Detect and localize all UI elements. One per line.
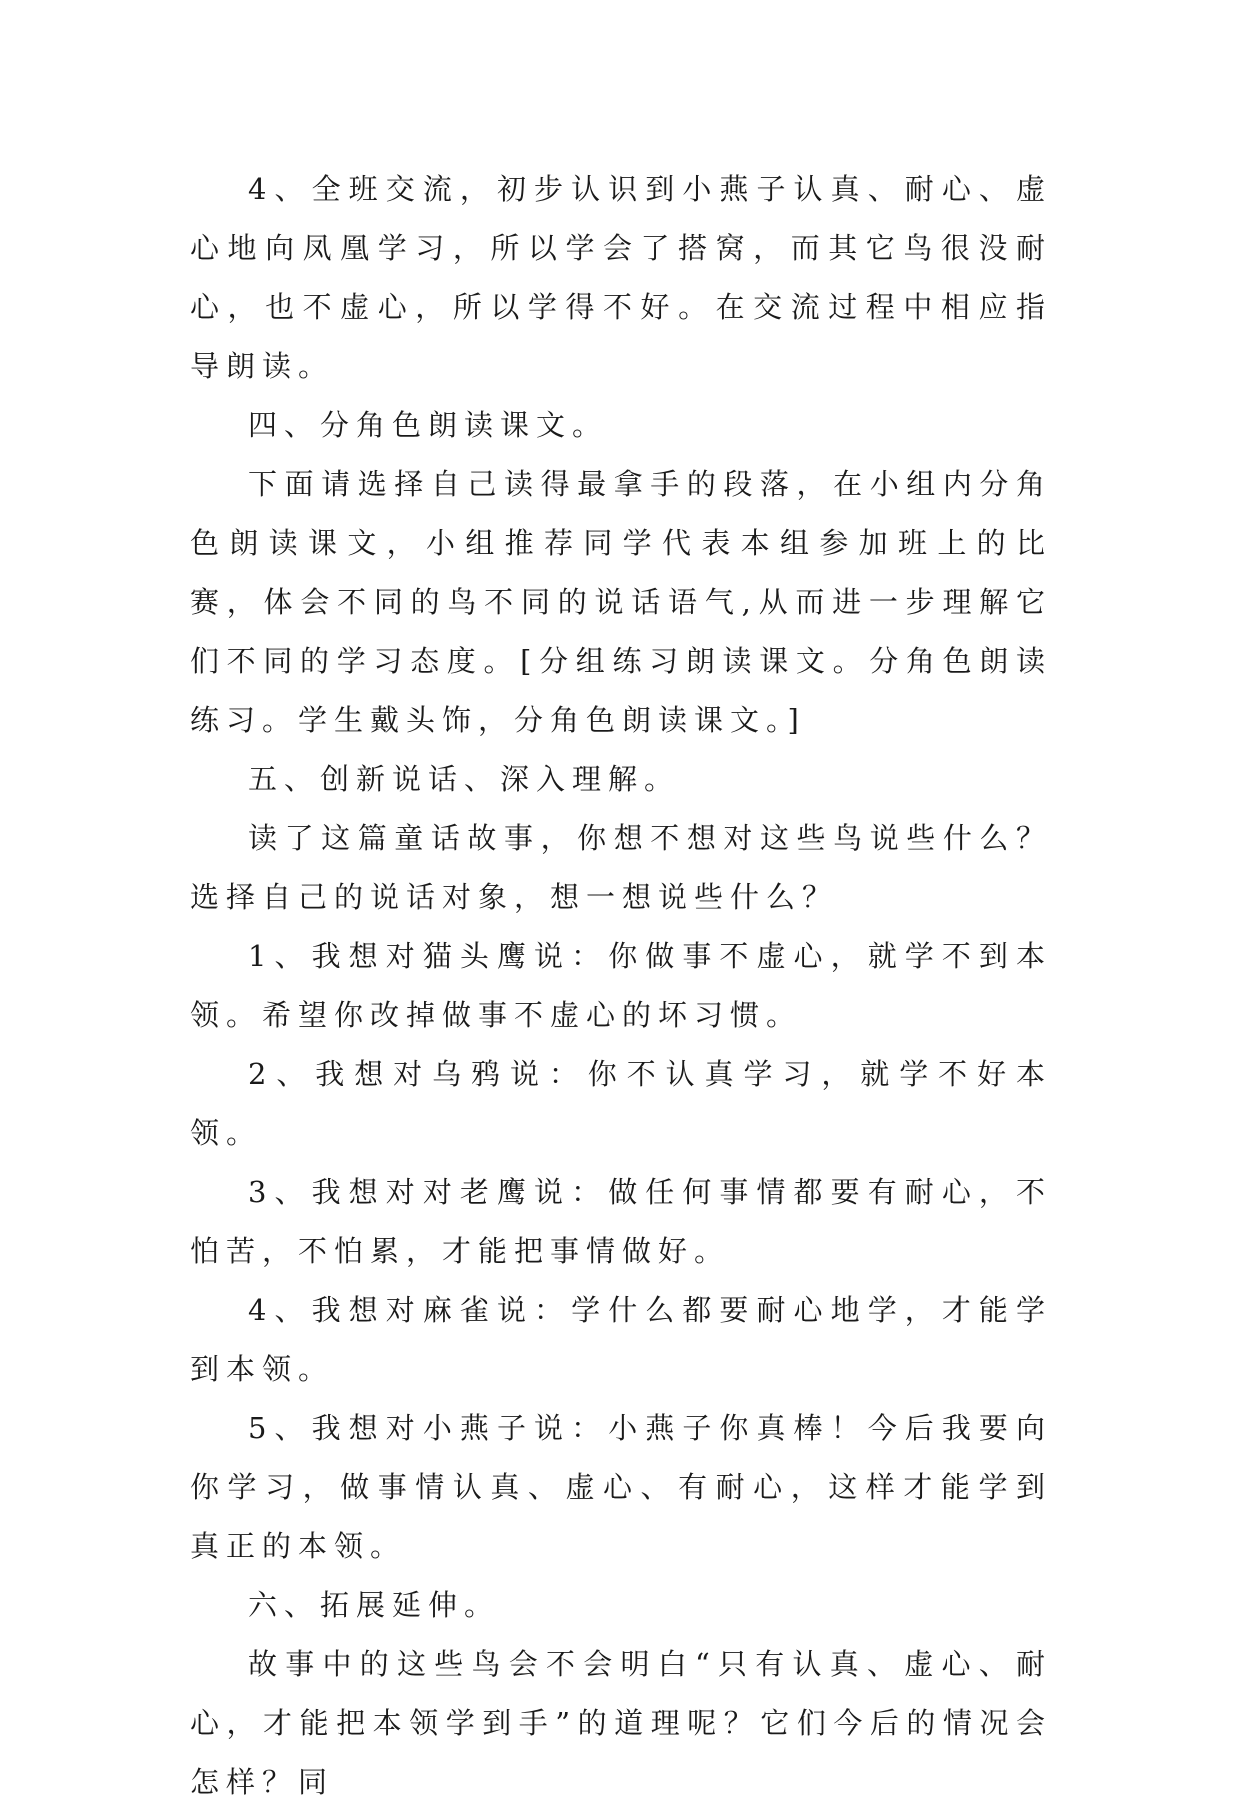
- paragraph-extension: 故事中的这些鸟会不会明白“只有认真、虚心、耐心，才能把本领学到手”的道理呢？它们今后的情况会怎样？同: [190, 1647, 1052, 1799]
- heading-role-reading: 四、分角色朗读课文。: [248, 408, 609, 442]
- paragraph-role-reading: 下面请选择自己读得最拿手的段落，在小组内分角色朗读课文，小组推荐同学代表本组参加班上的比赛，体会不同的鸟不同的说话语气,从而进一步理解它们不同的学习态度。[分组练习朗读课文。分角色朗读练习。学生戴头饰，分角色朗读课文。]: [190, 467, 1052, 737]
- document-body: [190, 160, 1052, 1812]
- paragraph-class-exchange: 4、全班交流，初步认识到小燕子认真、耐心、虚心地向凤凰学习，所以学会了搭窝，而其它鸟很没耐心，也不虚心，所以学得不好。在交流过程中相应指导朗读。: [190, 172, 1052, 383]
- paragraph-swallow: 5、我想对小燕子说：小燕子你真棒！今后我要向你学习，做事情认真、虚心、有耐心，这样才能学到真正的本领。: [190, 1411, 1052, 1563]
- heading-extension: 六、拓展延伸。: [248, 1588, 501, 1622]
- paragraph-owl: 1、我想对猫头鹰说：你做事不虚心，就学不到本领。希望你改掉做事不虚心的坏习惯。: [190, 939, 1052, 1032]
- paragraph-speaking-prompt: 读了这篇童话故事，你想不想对这些鸟说些什么？选择自己的说话对象，想一想说些什么？: [190, 821, 1052, 914]
- heading-creative-speaking: 五、创新说话、深入理解。: [248, 762, 681, 796]
- paragraph-crow: 2、我想对乌鸦说：你不认真学习，就学不好本领。: [190, 1057, 1052, 1150]
- paragraph-sparrow: 4、我想对麻雀说：学什么都要耐心地学，才能学到本领。: [190, 1293, 1052, 1386]
- paragraph-eagle: 3、我想对对老鹰说：做任何事情都要有耐心，不怕苦，不怕累，才能把事情做好。: [190, 1175, 1052, 1268]
